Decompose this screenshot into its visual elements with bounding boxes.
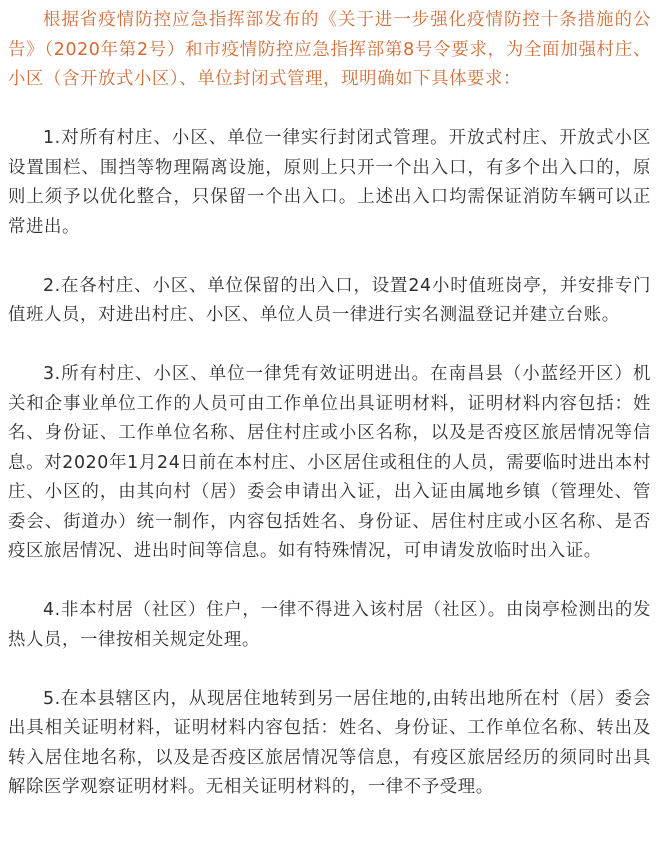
paragraph-spacer: [8, 242, 651, 272]
requirement-item-1: 1.对所有村庄、小区、单位一律实行封闭式管理。开放式村庄、开放式小区设置围栏、围挡等物理隔离设施，原则上只开一个出入口，有多个出入口的，原则上须予以优化整合，只保留一个出入口。上述出入口均需保证消防车辆可以正常进出。: [8, 128, 651, 237]
requirement-item-4: 4.非本村居（社区）住户，一律不得进入该村居（社区）。由岗亭检测出的发热人员，一律按相关规定处理。: [8, 600, 651, 650]
paragraph-spacer: [8, 567, 651, 597]
paragraph-spacer: [8, 655, 651, 685]
paragraph-spacer: [8, 95, 651, 125]
intro-paragraph: 根据省疫情防控应急指挥部发布的《关于进一步强化疫情防控十条措施的公告》（2020年第2号）和市疫情防控应急指挥部第8号令要求，为全面加强村庄、小区（含开放式小区）、单位封闭式管理，现明确如下具体要求：: [8, 10, 651, 89]
requirement-item-3: 3.所有村庄、小区、单位一律凭有效证明进出。在南昌县（小蓝经开区）机关和企事业单位工作的人员可由工作单位出具证明材料，证明材料内容包括：姓名、身份证、工作单位名称、居住村庄或小区名称，以及是否疫区旅居情况等信息。对2020年1月24日前在本村庄、小区居住或租住的人员，需要临时进出本村庄、小区的，由其向村（居）委会申请出入证，出入证由属地乡镇（管理处、管委会、街道办）统一制作，内容包括姓名、身份证、居住村庄或小区名称、是否疫区旅居情况、进出时间等信息。如有特殊情况，可申请发放临时出入证。: [8, 364, 651, 561]
requirement-item-5: 5.在本县辖区内，从现居住地转到另一居住地的,由转出地所在村（居）委会出具相关证明材料，证明材料内容包括：姓名、身份证、工作单位名称、转出及转入居住地名称，以及是否疫区旅居情况等信息，有疫区旅居经历的须同时出具解除医学观察证明材料。无相关证明材料的，一律不予受理。: [8, 688, 651, 797]
requirement-item-2: 2.在各村庄、小区、单位保留的出入口，设置24小时值班岗亭，并安排专门值班人员，对进出村庄、小区、单位人员一律进行实名测温登记并建立台账。: [8, 275, 651, 325]
paragraph-spacer: [8, 331, 651, 361]
